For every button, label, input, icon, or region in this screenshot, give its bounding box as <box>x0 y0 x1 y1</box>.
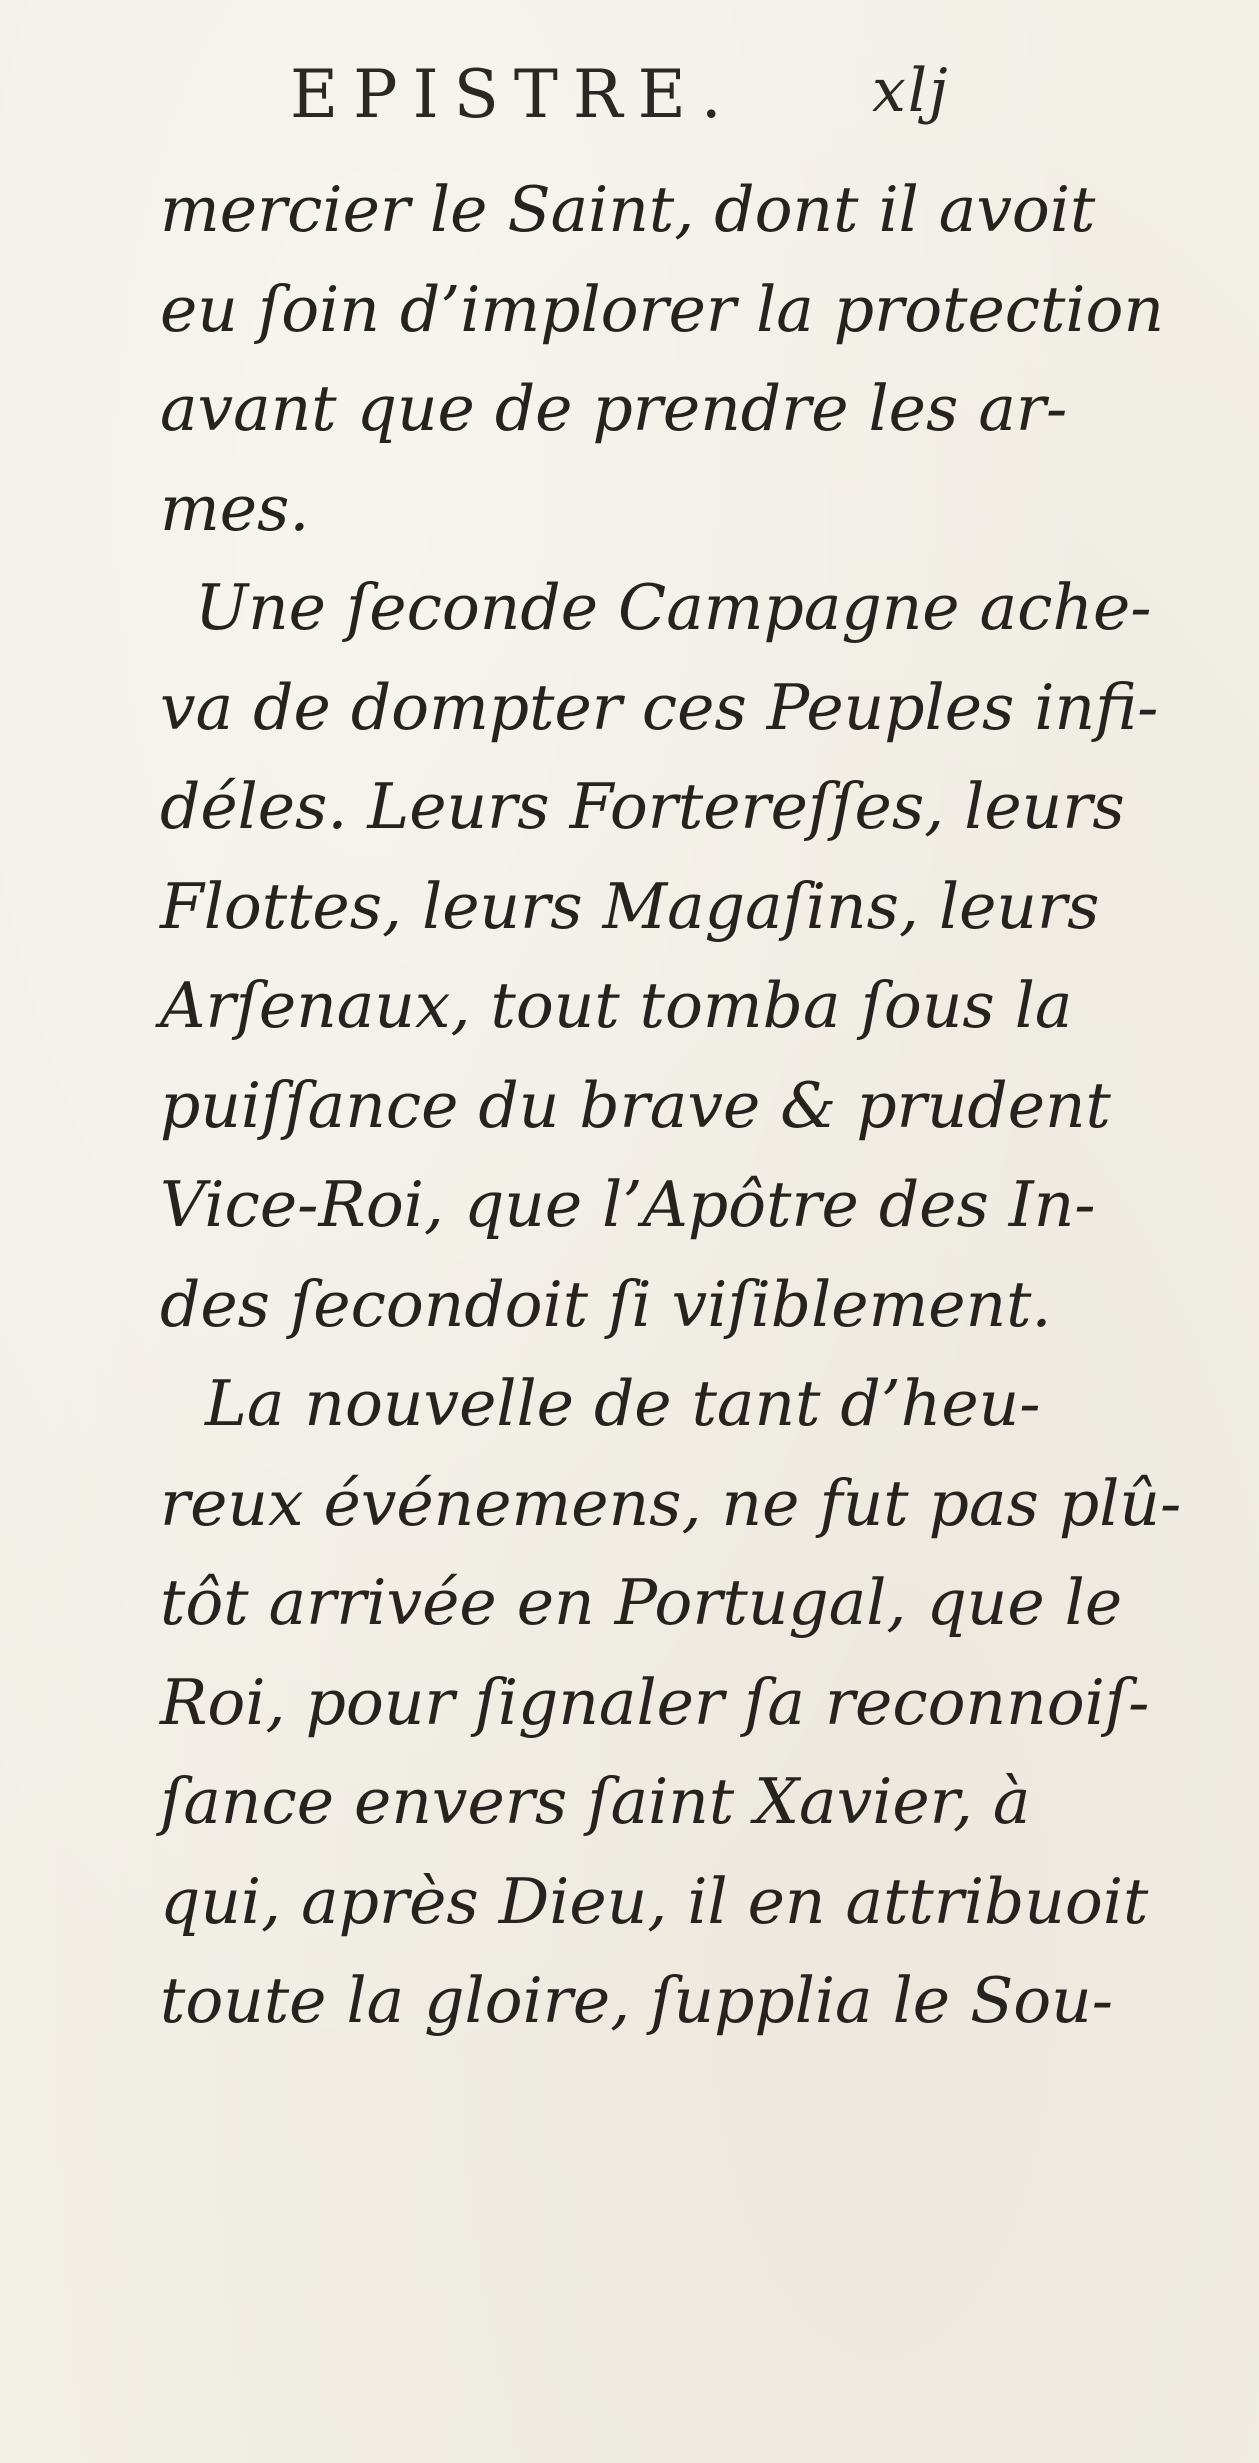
text-line: ſance envers ſaint Xavier, à <box>160 1765 1031 1838</box>
body-text <box>160 160 1182 2051</box>
text-line: mes. <box>160 471 310 545</box>
text-line: toute la gloire, ſupplia le Sou- <box>160 1964 1114 2037</box>
text-line: avant que de prendre les ar- <box>160 372 1068 445</box>
text-line: Arſenaux, tout tomba ſous la <box>160 969 1073 1042</box>
text-line: eu ſoin d’implorer la protection <box>160 272 1165 346</box>
paragraph-start-line: La nouvelle de tant d’heu- <box>205 1367 1041 1440</box>
text-line: puiſſance du brave & prudent <box>160 1068 1111 1142</box>
text-line: Flottes, leurs Magaſins, leurs <box>160 869 1100 943</box>
page-number: xlj <box>872 56 950 126</box>
paragraph-start-line: Une ſeconde Campagne ache- <box>195 571 1152 644</box>
running-title: EPISTRE. <box>290 56 737 133</box>
text-line: reux événemens, ne fut pas plû- <box>160 1466 1182 1540</box>
text-line: mercier le Saint, dont il avoit <box>160 173 1096 246</box>
text-line: qui, après Dieu, il en attribuoit <box>160 1864 1149 1938</box>
text-line: tôt arrivée en Portugal, que le <box>160 1566 1123 1639</box>
running-header <box>280 48 1000 148</box>
text-line: va de dompter ces Peuples infi- <box>160 670 1159 744</box>
text-line: des ſecondoit ſi viſiblement. <box>160 1267 1052 1341</box>
text-line: déles. Leurs Fortereſſes, leurs <box>160 770 1125 843</box>
text-line: Vice-Roi, que l’Apôtre des In- <box>160 1168 1096 1241</box>
text-line: Roi, pour ſignaler ſa reconnoiſ- <box>160 1665 1150 1739</box>
